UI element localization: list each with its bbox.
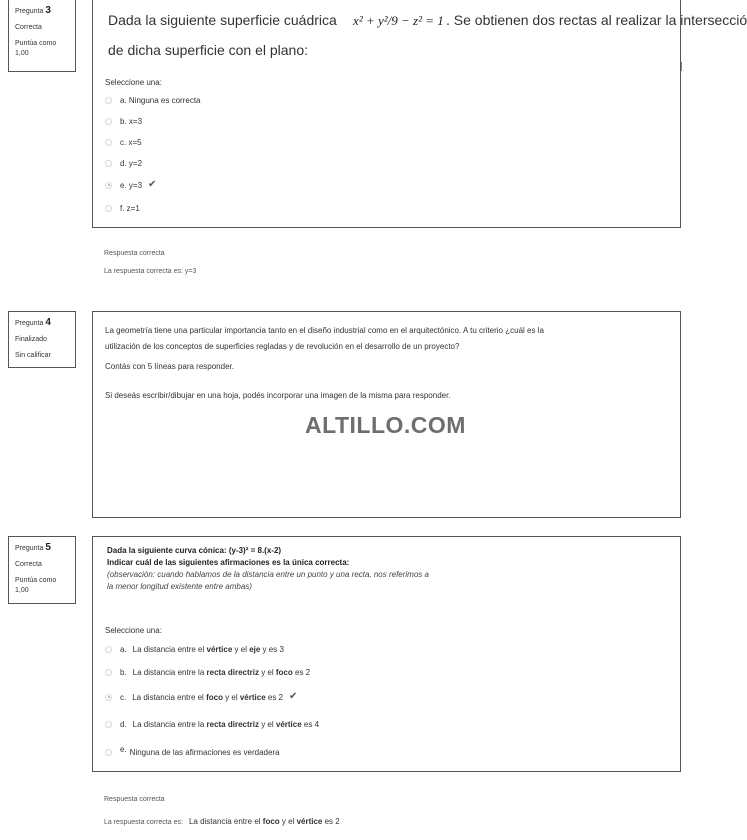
question-4-content <box>92 311 681 518</box>
option-label: La distancia entre la recta directriz y el foco es 2 <box>132 668 311 677</box>
option-letter: d. <box>120 720 127 729</box>
option-label: a. Ninguna es correcta <box>120 96 201 105</box>
question-4-line3: Contás con 5 líneas para responder. <box>105 362 234 371</box>
option-label: b. x=3 <box>120 117 143 126</box>
question-info-4 <box>8 311 76 368</box>
question-number: 5 <box>45 542 51 553</box>
feedback-answer-text: La distancia entre el foco y el vértice es 2 <box>188 817 340 826</box>
radio-button[interactable] <box>105 160 112 167</box>
question-info-3 <box>8 0 76 72</box>
radio-button[interactable] <box>105 646 112 653</box>
question-status: Finalizado <box>15 336 47 343</box>
prompt-text-continued: . Se obtienen dos rectas al realizar la intersecció <box>446 12 747 28</box>
feedback-title: Respuesta correcta <box>104 250 165 257</box>
question-number: 4 <box>45 317 51 328</box>
select-label: Seleccione una: <box>105 78 162 87</box>
option-label: d. y=2 <box>120 159 143 168</box>
select-label: Seleccione una: <box>105 626 162 635</box>
question-label: Pregunta <box>15 545 44 552</box>
option-label: Ninguna de las afirmaciones es verdadera <box>129 748 280 757</box>
radio-button[interactable] <box>105 205 112 212</box>
question-3-prompt <box>108 12 747 29</box>
question-score: Puntúa como 1,00 <box>15 39 57 57</box>
question-number: 3 <box>45 5 51 16</box>
question-status: Correcta <box>15 561 42 568</box>
question-4-line1: La geometría tiene una particular importancia tanto en el diseño industrial como en el arquitectónico. A tu criterio ¿cuál es la <box>105 326 544 335</box>
question-5-note-line2: la menor longitud existente entre ambas) <box>107 582 252 591</box>
radio-button-selected[interactable] <box>105 694 112 701</box>
radio-button[interactable] <box>105 669 112 676</box>
question-5-content <box>92 536 681 772</box>
option-b[interactable] <box>105 668 310 677</box>
feedback-title: Respuesta correcta <box>104 796 165 803</box>
feedback-answer <box>104 817 340 826</box>
checkmark-icon: ✔ <box>148 179 157 190</box>
prompt-text-line2: de dicha superficie con el plano: <box>108 42 309 58</box>
option-label: La distancia entre la recta directriz y el vértice es 4 <box>132 720 320 729</box>
option-d[interactable] <box>105 720 319 729</box>
option-b[interactable] <box>105 117 142 126</box>
option-e[interactable] <box>105 180 156 190</box>
option-a[interactable] <box>105 645 284 654</box>
question-score: Sin calificar <box>15 351 51 359</box>
option-e[interactable] <box>105 745 280 757</box>
radio-button[interactable] <box>105 139 112 146</box>
prompt-text: Dada la siguiente superficie cuádrica <box>108 12 337 28</box>
watermark: ALTILLO.COM <box>305 412 466 438</box>
option-f[interactable] <box>105 204 140 213</box>
option-d[interactable] <box>105 159 142 168</box>
option-c[interactable] <box>105 692 297 702</box>
question-label: Pregunta <box>15 320 44 327</box>
radio-button[interactable] <box>105 749 112 756</box>
option-a[interactable] <box>105 96 201 105</box>
radio-button[interactable] <box>105 118 112 125</box>
option-label: La distancia entre el vértice y el eje y es 3 <box>132 645 284 654</box>
feedback-prefix: La respuesta correcta es: <box>104 819 183 826</box>
option-letter: b. <box>120 668 127 677</box>
checkmark-icon: ✔ <box>289 691 298 702</box>
option-letter: e. <box>120 745 127 754</box>
question-score: Puntúa como 1,00 <box>15 576 57 594</box>
formula: x² + y²/9 − z² = 1 <box>353 13 444 28</box>
option-label: c. x=5 <box>120 138 142 147</box>
question-5-subtitle: Indicar cuál de las siguientes afirmaciones es la única correcta: <box>107 558 350 567</box>
question-5-note-line1: (observación: cuando hablamos de la distancia entre un punto y una recta, nos referimos a <box>107 570 429 579</box>
scrollbar-edge <box>681 62 682 71</box>
question-3-content <box>92 0 747 228</box>
option-letter: a. <box>120 645 127 654</box>
feedback-answer: La respuesta correcta es: y=3 <box>104 268 197 275</box>
question-4-line4: Si deseás escribir/dibujar en una hoja, podés incorporar una imagen de la misma para responder. <box>105 391 451 400</box>
radio-button[interactable] <box>105 721 112 728</box>
option-c[interactable] <box>105 138 142 147</box>
radio-button[interactable] <box>105 97 112 104</box>
option-label: f. z=1 <box>120 204 140 213</box>
question-info-5 <box>8 536 76 604</box>
radio-button-selected[interactable] <box>105 182 112 189</box>
option-letter: c. <box>120 692 127 702</box>
question-5-title: Dada la siguiente curva cónica: (y-3)² = 8.(x-2) <box>107 546 282 555</box>
question-status: Correcta <box>15 24 42 31</box>
question-4-line2: utilización de los conceptos de superficies regladas y de revolución en el desarrollo de un proyecto? <box>105 342 460 351</box>
option-label: La distancia entre el foco y el vértice es 2 <box>132 692 283 702</box>
question-label: Pregunta <box>15 8 44 15</box>
option-label: e. y=3 <box>120 180 143 190</box>
